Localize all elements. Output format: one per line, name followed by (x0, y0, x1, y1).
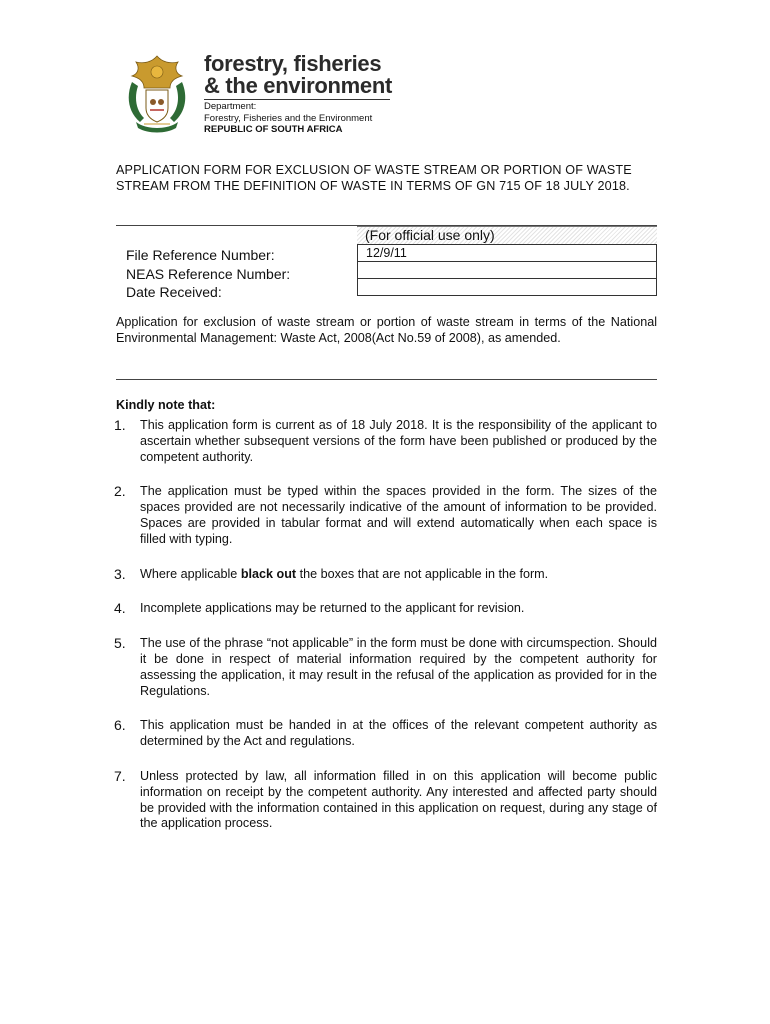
note-item (114, 418, 657, 465)
date-received-field[interactable] (358, 279, 656, 295)
note-number: 7. (114, 767, 126, 784)
country-name: REPUBLIC OF SOUTH AFRICA (204, 124, 343, 135)
brand-line-2: & the environment (204, 73, 393, 98)
brand-line-1: forestry, fisheries (204, 51, 382, 76)
note-text: The use of the phrase “not applicable” in the form must be done with circumspection. Should it be done in respect of material information required by the competent authority for assessing the application, it may result in the refusal of the application as provided for in the Regulations. (140, 636, 657, 698)
note-text: The application must be typed within the spaces provided in the form. The sizes of the spaces provided are not necessarily indicative of the amount of information to be provided. Spaces are provided in tabular format and will extend automatically when each space is filled with typing. (140, 484, 657, 546)
notes-list (114, 418, 657, 851)
neas-reference-field[interactable] (358, 262, 656, 279)
note-text-before: Where applicable (140, 566, 241, 581)
official-use-heading: (For official use only) (357, 226, 657, 244)
note-number: 1. (114, 417, 126, 433)
reference-labels (126, 246, 290, 302)
note-number: 5. (114, 635, 126, 652)
note-item (114, 769, 657, 832)
intro-paragraph: Application for exclusion of waste stream or portion of waste stream in terms of the National Environmental Management: Waste Act, 2008(Act No.59 of 2008), as amended. (116, 315, 657, 345)
date-received-label: Date Received: (126, 284, 222, 300)
note-item (114, 567, 657, 583)
official-use-box (357, 226, 657, 296)
department-name: Forestry, Fisheries and the Environment (204, 112, 373, 124)
neas-reference-label: NEAS Reference Number: (126, 265, 291, 282)
department-label: Department: (204, 101, 257, 112)
note-item (114, 601, 657, 617)
file-reference-label: File Reference Number: (126, 247, 275, 263)
coat-of-arms-icon (122, 52, 192, 134)
note-text: This application must be handed in at the offices of the relevant competent authority as determined by the Act and regulations. (140, 718, 657, 749)
note-text-after: the boxes that are not applicable in the form. (296, 566, 549, 581)
brand-divider (204, 99, 390, 100)
reference-grid (357, 244, 657, 296)
note-text: Incomplete applications may be returned to the applicant for revision. (140, 601, 525, 616)
note-text: This application form is current as of 18 July 2018. It is the responsibility of the applicant to ascertain whether subsequent versions of the form have been published or produced by the competent authority. (140, 418, 657, 464)
note-item (114, 718, 657, 750)
form-title: APPLICATION FORM FOR EXCLUSION OF WASTE STREAM OR PORTION OF WASTE STREAM FROM THE DEFINITION OF WASTE IN TERMS OF GN 715 OF 18 JULY 2018. (116, 163, 632, 193)
note-number: 6. (114, 717, 126, 734)
note-emphasis: black out (240, 566, 297, 581)
note-number: 3. (114, 565, 126, 582)
department-block (204, 101, 372, 136)
intro-divider (116, 379, 657, 380)
note-number: 2. (114, 483, 126, 500)
file-reference-field[interactable]: 12/9/11 (358, 245, 656, 262)
note-item (114, 484, 657, 547)
note-item (114, 636, 657, 699)
note-text: Unless protected by law, all information filled in on this application will become public information on receipt by the competent authority. Any interested and affected party should be provided with the information contained in this application on request, during any stage of the application process. (140, 768, 657, 831)
note-number: 4. (114, 600, 126, 617)
notes-title: Kindly note that: (116, 398, 216, 412)
